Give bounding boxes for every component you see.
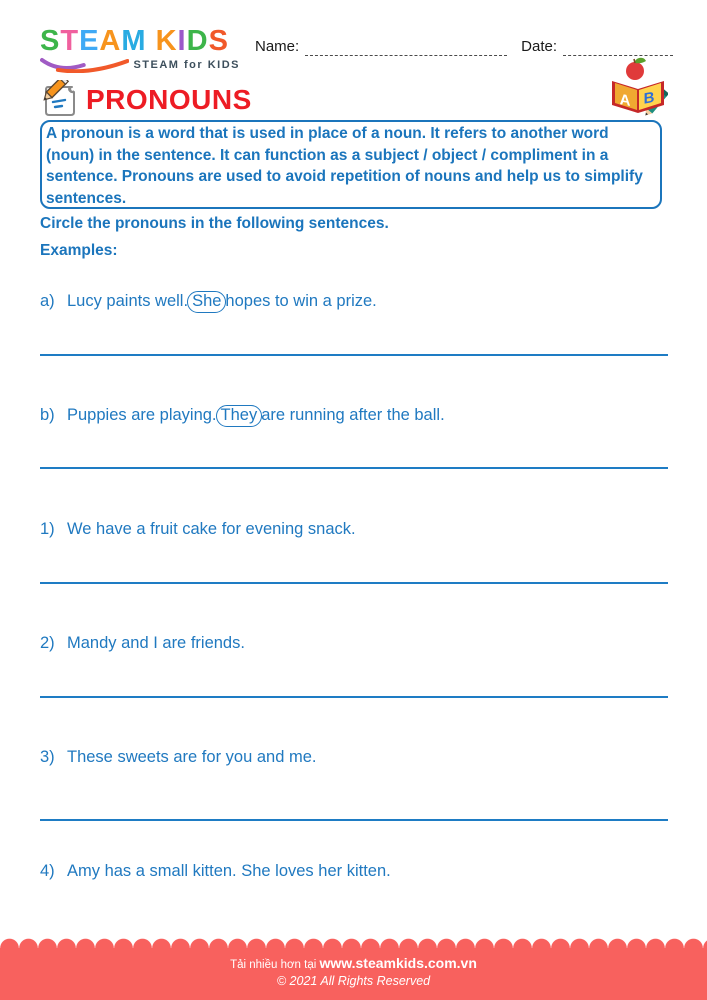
definition-box bbox=[40, 120, 662, 209]
logo-letter: A bbox=[99, 25, 122, 57]
question-2[interactable] bbox=[40, 634, 670, 653]
logo-letter: S bbox=[40, 25, 61, 57]
logo-subtitle: STEAM for KIDS bbox=[133, 59, 240, 71]
svg-text:A: A bbox=[619, 91, 631, 110]
question-1-label: 1) bbox=[40, 520, 55, 538]
logo-letter: S bbox=[208, 25, 229, 57]
svg-text:B: B bbox=[643, 88, 655, 108]
date-label: Date: bbox=[521, 38, 557, 55]
name-date-row bbox=[255, 38, 673, 56]
question-4-label: 4) bbox=[40, 862, 55, 880]
examples-label: Examples: bbox=[40, 242, 118, 259]
footer-copyright: © 2021 All Rights Reserved bbox=[276, 974, 431, 988]
example-a-pre: Lucy paints well. bbox=[67, 292, 189, 310]
answer-line[interactable] bbox=[40, 696, 668, 698]
example-b-label: b) bbox=[40, 406, 55, 424]
steamkids-logo bbox=[40, 26, 240, 73]
question-3-label: 3) bbox=[40, 748, 55, 766]
logo-letter: D bbox=[186, 25, 209, 57]
answer-line[interactable] bbox=[40, 582, 668, 584]
question-1-text: We have a fruit cake for evening snack. bbox=[67, 520, 356, 538]
answer-line[interactable] bbox=[40, 819, 668, 821]
logo-word-space bbox=[147, 25, 156, 57]
question-2-label: 2) bbox=[40, 634, 55, 652]
logo-letter: K bbox=[155, 25, 178, 57]
title-row bbox=[40, 80, 252, 120]
logo-swoosh-icon bbox=[40, 57, 129, 73]
example-a-sentence bbox=[40, 291, 670, 313]
example-a-circled-pronoun[interactable]: She bbox=[187, 291, 226, 313]
example-a-label: a) bbox=[40, 292, 55, 310]
question-2-text: Mandy and I are friends. bbox=[67, 634, 245, 652]
instruction-text: Circle the pronouns in the following sentences. bbox=[40, 215, 389, 232]
footer-url[interactable]: www.steamkids.com.vn bbox=[319, 955, 477, 971]
answer-line[interactable] bbox=[40, 467, 668, 469]
date-input-line[interactable] bbox=[563, 40, 673, 56]
footer bbox=[0, 938, 707, 1000]
abc-book-icon bbox=[608, 57, 668, 119]
logo-letter: M bbox=[121, 25, 147, 57]
example-b-sentence bbox=[40, 405, 670, 427]
definition-text: A pronoun is a word that is used in place of a noun. It refers to another word (noun) in the sentence. It can function as a subject / object / compliment in a sentence. Pronouns are used to avoid repetition of nouns and help us to simplify sentences. bbox=[46, 125, 643, 207]
logo-wordmark bbox=[40, 26, 240, 56]
example-a-post: hopes to win a prize. bbox=[225, 292, 377, 310]
example-b-pre: Puppies are playing. bbox=[67, 406, 217, 424]
logo-letter: E bbox=[79, 25, 100, 57]
question-4-text: Amy has a small kitten. She loves her kitten. bbox=[67, 862, 391, 880]
page-title: PRONOUNS bbox=[86, 84, 252, 115]
footer-download-text bbox=[0, 955, 707, 971]
question-1[interactable] bbox=[40, 520, 670, 539]
pencil-paper-icon bbox=[40, 80, 80, 120]
logo-letter: T bbox=[60, 25, 80, 57]
question-3[interactable] bbox=[40, 748, 670, 767]
footer-prefix: Tải nhiều hơn tại bbox=[230, 959, 320, 971]
question-4[interactable] bbox=[40, 862, 670, 881]
name-label: Name: bbox=[255, 38, 300, 55]
question-3-text: These sweets are for you and me. bbox=[67, 748, 317, 766]
footer-scallop-edge bbox=[0, 938, 707, 948]
name-input-line[interactable] bbox=[305, 40, 507, 56]
example-b-post: are running after the ball. bbox=[261, 406, 445, 424]
logo-letter: I bbox=[177, 25, 187, 57]
example-b-circled-pronoun[interactable]: They bbox=[216, 405, 263, 427]
answer-line[interactable] bbox=[40, 354, 668, 356]
